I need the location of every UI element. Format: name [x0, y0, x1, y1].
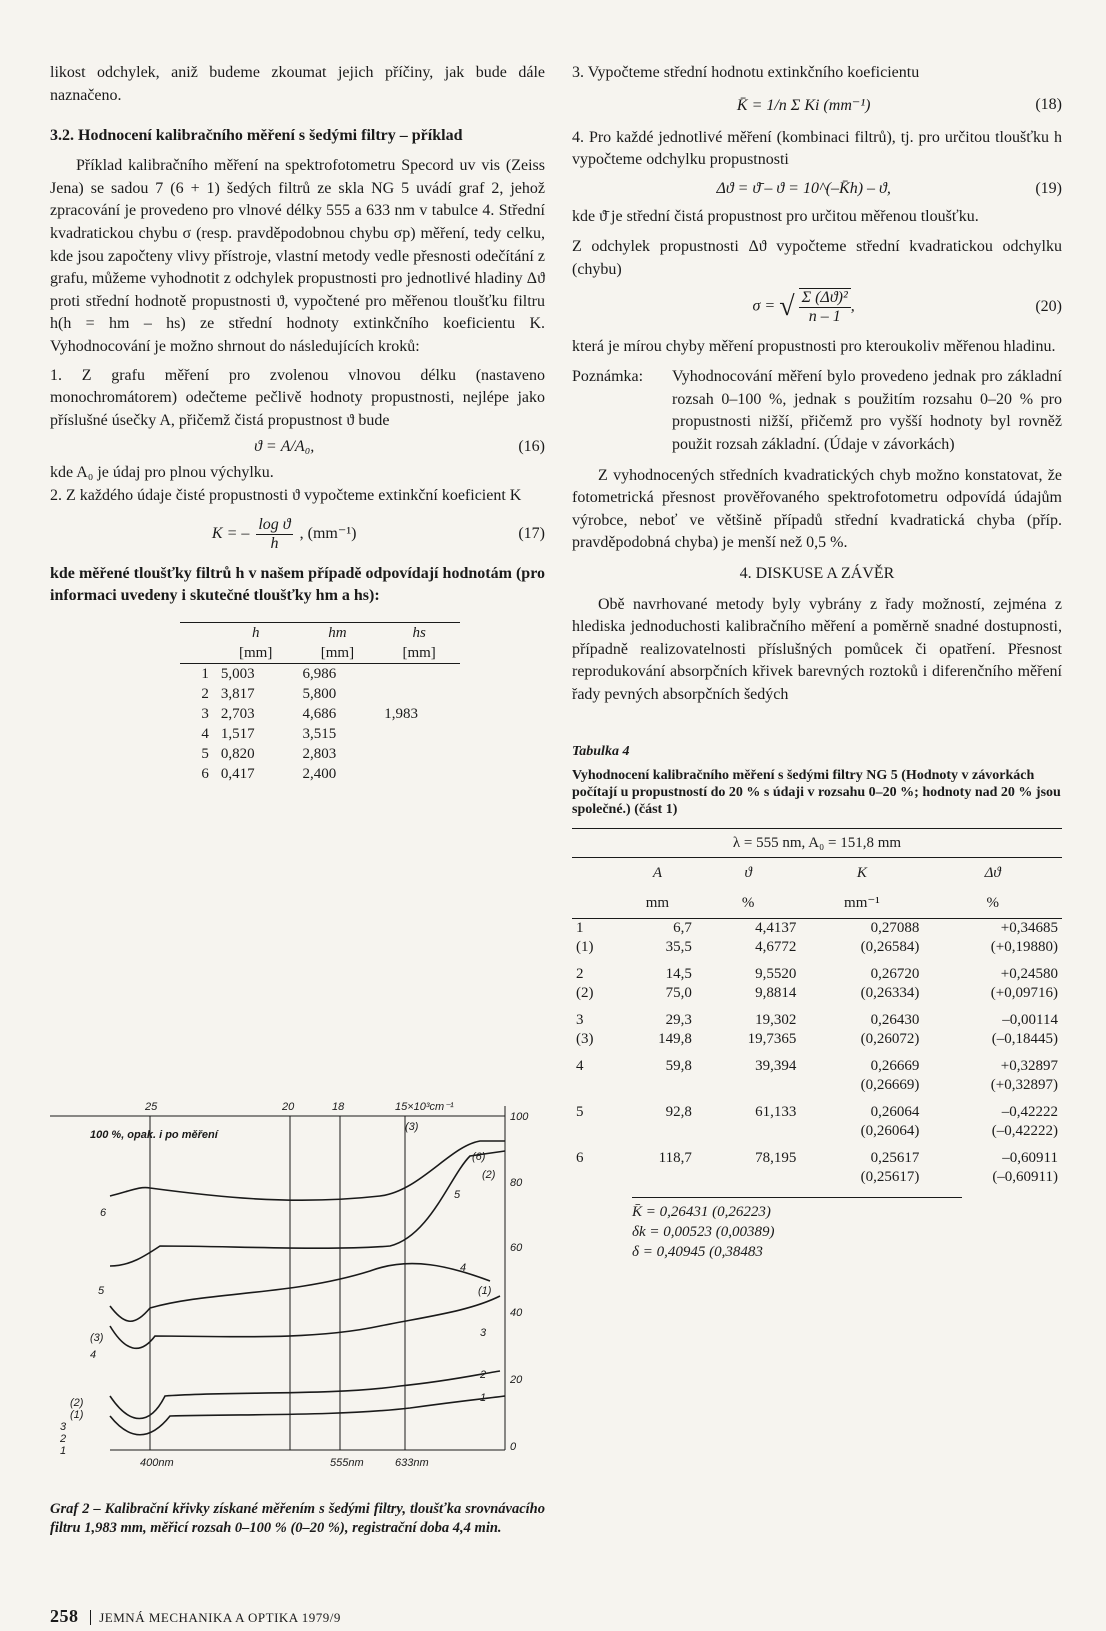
curve-label: 5: [454, 1189, 461, 1201]
fraction: [256, 516, 292, 553]
paragraph: která je mírou chyby měření propustnosti pro kteroukoliv měřenou hladinu.: [572, 337, 1056, 355]
equation-lhs: K = –: [211, 524, 250, 542]
table-cell: 4: [576, 1058, 584, 1075]
table-cell: –0,42222: [1001, 1104, 1058, 1121]
table-cell: 3: [201, 705, 209, 722]
journal-name: JEMNÁ MECHANIKA A OPTIKA 1979/9: [90, 1610, 341, 1625]
column-unit: [mm]: [402, 644, 436, 661]
right-tick-label: 60: [510, 1242, 523, 1254]
table-cell: 0,26720: [870, 966, 920, 983]
table-row: [572, 1122, 1062, 1141]
table-cell: 1: [201, 665, 209, 682]
curve-5: [110, 1151, 505, 1266]
table-cell: (0,26072): [860, 1031, 920, 1048]
table-cell: (+0,09716): [990, 985, 1058, 1002]
paragraph: Obě navrhované metody byly vybrány z řady možností, zejména z hlediska jednoduchosti kalibračního měření a poměrně snadné dostupnosti, případně realizovatelnosti příslušných pomůcek či opatření. Přesnost reprodukování absorpčních křivek barevných roztoků i diferenčního měření řady pevných absorpčních šedých: [572, 595, 1062, 703]
table-row: [572, 1003, 1062, 1030]
curve-label: (3): [405, 1121, 419, 1133]
table-cell: –0,60911: [1002, 1150, 1058, 1167]
table-cell: 3: [576, 1012, 584, 1029]
column-header: h: [251, 624, 260, 641]
equation-16: [50, 438, 545, 456]
column-header: hs: [412, 624, 426, 641]
table-cell: 6: [576, 1150, 584, 1167]
curve-label: (3): [90, 1332, 104, 1344]
bottom-tick-label: 555nm: [330, 1457, 364, 1469]
table-cell: 19,302: [755, 1012, 797, 1029]
sqrt-icon: √: [779, 290, 795, 322]
right-tick-label: 40: [510, 1307, 523, 1319]
table-cell: 4,686: [302, 705, 337, 722]
table-cell: 39,394: [755, 1058, 797, 1075]
table-cell: (0,26334): [860, 985, 920, 1002]
equation-lhs: σ =: [752, 297, 776, 315]
table-cell: 75,0: [665, 985, 692, 1002]
table-cell: 6,986: [302, 665, 337, 682]
column-header: [180, 622, 215, 643]
table-cell: 2,803: [302, 745, 337, 762]
table-cell: 0,820: [220, 745, 255, 762]
column-unit: [572, 888, 619, 919]
curve-label: 1: [60, 1445, 67, 1457]
table-cell: [619, 1168, 696, 1187]
table-cell: 2,703: [220, 705, 255, 722]
curve-label: 3: [480, 1327, 487, 1339]
table-row: [572, 1049, 1062, 1076]
page-number: 258: [50, 1606, 79, 1626]
table-cell: [572, 1076, 619, 1095]
equation-number: (20): [1035, 297, 1062, 315]
section-heading: 3.2. Hodnocení kalibračního měření s šedými filtry – příklad: [50, 127, 463, 145]
top-tick-label: 15×10³cm⁻¹: [395, 1101, 454, 1113]
right-tick-label: 0: [510, 1441, 517, 1453]
summary-line: K̄ = 0,26431 (0,26223): [632, 1204, 771, 1221]
column-header: ϑ: [744, 865, 752, 882]
table-cell: 6,7: [673, 920, 692, 937]
curve-label: 5: [98, 1285, 105, 1297]
equation-number: (19): [1035, 179, 1062, 197]
table-cell: [378, 684, 460, 704]
note-text: Vyhodnocování měření bylo provedeno jednak pro základní rozsah 0–100 %, jednak s použitím rozsahu 0–20 % pro propustnosti nižší, přičemž pro vyšší hodnoty byl rovněž použit rozsah základní. (Údaje v závorkách): [672, 368, 1062, 453]
table-cell: [696, 1076, 801, 1095]
paragraph: Příklad kalibračního měření na spektrofotometru Specord uv vis (Zeiss Jena) se sadou 7 (6 + 1) šedých filtrů ze skla NG 5 uvádí graf 2, jehož zpracování je provedeno pro vlnové délky 555 a 633 nm v tabulce 4. Střední kvadratickou chybu σ (resp. pravděpodobnou chybu σp) měření, tedy celku, kde jsou započteny vlivy přístroje, vlastní metody vedle přesnosti odečítání z grafu, můžeme vyhodnotit z odchylek propustnosti pro jednotlivé hladiny Δϑ proti střední hodnotě propustnosti ϑ, vypočtené pro měřenou tloušťku filtru h(h = hm – hs) ze střední hodnoty extinkčního koeficientu K. Vyhodnocování je možno shrnout do následujících kroků:: [50, 157, 545, 355]
curve-label: 1: [480, 1392, 487, 1404]
step-4: 4. Pro každé jednotlivé měření (kombinaci filtrů), tj. pro určitou tloušťku h vypočteme odchylku propustnosti: [572, 128, 1062, 169]
denominator: h: [270, 534, 279, 552]
column-header: A: [652, 865, 662, 882]
table-cell: 0,26669: [870, 1058, 920, 1075]
curve-label: (2): [70, 1397, 84, 1409]
table-cell: 9,5520: [755, 966, 797, 983]
table-cell: +0,32897: [1000, 1058, 1058, 1075]
table-cell: (0,26064): [860, 1123, 920, 1140]
column-unit: mm: [645, 895, 670, 912]
top-tick-label: 25: [145, 1101, 158, 1113]
equation-number: (16): [518, 438, 545, 456]
table-cell: 78,195: [755, 1150, 797, 1167]
equation-17: [50, 516, 545, 553]
curve-label: (1): [70, 1409, 84, 1421]
table-cell: 5: [201, 745, 209, 762]
curve-label: 4: [460, 1262, 467, 1274]
table-row: [180, 663, 460, 684]
table-cell: 5,003: [220, 665, 255, 682]
column-unit: [180, 643, 215, 664]
table-cell: 4,4137: [755, 920, 797, 937]
bottom-tick-label: 400nm: [140, 1457, 174, 1469]
table-cell: (+0,19880): [990, 939, 1058, 956]
right-tick-label: 80: [510, 1177, 523, 1189]
table-cell: [378, 663, 460, 684]
curve-label: 4: [90, 1349, 97, 1361]
curve-2: [110, 1371, 500, 1419]
column-unit: [mm]: [320, 644, 355, 661]
table-cell: 19,7365: [747, 1031, 797, 1048]
table-cell: 0,27088: [870, 920, 920, 937]
paragraph: kde ϑ̄ je střední čistá propustnost pro určitou měřenou tloušťku.: [572, 207, 979, 225]
table-head: λ = 555 nm, A₀ = 151,8 mm: [732, 835, 902, 852]
curve-label: (1): [478, 1285, 492, 1297]
table-row: [180, 764, 460, 784]
equation-number: (17): [518, 525, 545, 542]
equation-18: [572, 95, 1062, 115]
denominator: n – 1: [808, 307, 841, 325]
table-row: [572, 957, 1062, 984]
table-row: [572, 1076, 1062, 1095]
table-cell: 14,5: [665, 966, 692, 983]
section-heading: 4. DISKUSE A ZÁVĚR: [739, 564, 895, 582]
fraction: [799, 288, 851, 326]
summary-block: [632, 1197, 962, 1262]
table-cell: (–0,18445): [991, 1031, 1058, 1048]
step-3: 3. Vypočteme střední hodnotu extinkčního koeficientu: [572, 64, 920, 81]
table-row: [180, 684, 460, 704]
table-cell: 59,8: [665, 1058, 692, 1075]
table-cell: +0,34685: [1000, 920, 1058, 937]
column-header: hm: [328, 624, 347, 641]
table-cell: 149,8: [658, 1031, 692, 1048]
note-label: Poznámka:: [572, 368, 644, 386]
paragraph: kde měřené tloušťky filtrů h v našem případě odpovídají hodnotám (pro informaci uvedeny i skutečné tloušťky hm a hs):: [50, 564, 545, 605]
top-tick-label: 18: [332, 1101, 345, 1113]
right-column: [572, 62, 1062, 1262]
table-cell: [619, 1122, 696, 1141]
table-cell: (–0,60911): [992, 1169, 1058, 1186]
table-cell: 3,515: [302, 725, 337, 742]
curve-label: 2: [480, 1369, 487, 1381]
table-cell: –0,00114: [1002, 1012, 1058, 1029]
table-cell: (0,26669): [860, 1077, 920, 1094]
table-row: [180, 724, 460, 744]
table-row: [572, 1141, 1062, 1168]
top-tick-label: 20: [282, 1101, 295, 1113]
summary-line: δk = 0,00523 (0,00389): [632, 1224, 775, 1241]
table-cell: [696, 1168, 801, 1187]
table-cell: 3,817: [220, 685, 255, 702]
table-cell: (2): [576, 985, 594, 1002]
equation-body: Δϑ = ϑ̄ – ϑ = 10^(–K̄h) – ϑ,: [716, 179, 891, 197]
equation-body: ϑ = A/A₀,: [254, 438, 315, 456]
table-row: [572, 1168, 1062, 1187]
table-cell: 2,400: [302, 765, 337, 782]
table-cell: 0,417: [220, 765, 255, 782]
column-unit: mm⁻¹: [844, 895, 880, 912]
numerator: log ϑ: [258, 515, 291, 533]
table-cell: 118,7: [658, 1150, 692, 1167]
table-row: [180, 704, 460, 724]
paragraph: kde A₀ je údaj pro plnou výchylku.: [50, 464, 274, 482]
table-cell: [696, 1122, 801, 1141]
table-cell: 0,26430: [870, 1012, 920, 1029]
equation-unit: , (mm⁻¹): [299, 524, 357, 542]
table-cell: 1,517: [220, 725, 255, 742]
curve-4: [110, 1264, 490, 1322]
page-footer: [50, 1606, 341, 1627]
step-2: 2. Z každého údaje čisté propustnosti ϑ vypočteme extinkční koeficient K: [50, 486, 522, 504]
column-header: K: [856, 865, 867, 882]
table-cell: 0,25617: [870, 1150, 920, 1167]
summary-line: δ = 0,40945 (0,38483: [632, 1244, 763, 1261]
table-cell: 9,8814: [755, 985, 797, 1002]
table-cell: [378, 744, 460, 764]
table-cell: +0,24580: [1000, 966, 1058, 983]
table-row: [572, 938, 1062, 957]
table-cell: 92,8: [665, 1104, 692, 1121]
table-row: [180, 744, 460, 764]
figure-caption-wrap: [50, 1500, 545, 1538]
table-cell: 2: [201, 685, 209, 702]
table-cell: 2: [576, 966, 584, 983]
bottom-tick-label: 633nm: [395, 1457, 429, 1469]
equation-20: σ = √ $\frac{\text{Σ (Δϑ)²}}{n - 1}$ , (20): [752, 288, 1062, 325]
table-row: [572, 1095, 1062, 1122]
table-row: [572, 919, 1062, 939]
table-cell: (–0,42222): [991, 1123, 1058, 1140]
table-cell: 35,5: [665, 939, 692, 956]
thickness-table: [180, 622, 460, 784]
table-cell: 5: [576, 1104, 584, 1121]
table-cell: [378, 724, 460, 744]
results-table: [572, 828, 1062, 1187]
figure-caption: Graf 2 – Kalibrační křivky získané měřením s šedými filtry, tloušťka srovnávacího filtru 1,983 mm, měřicí rozsah 0–100 % (0–20 %), registrační doba 4,4 min.: [50, 1501, 545, 1536]
table-cell: 1: [576, 920, 584, 937]
table-cell: 29,3: [665, 1012, 692, 1029]
step-1: 1. Z grafu měření pro zvolenou vlnovou délku (nastaveno monochromátorem) odečteme pečlivě hodnoty propustnosti, nejlépe jako příslušné úsečky A, přičemž čistá propustnost ϑ bude: [50, 366, 545, 429]
table-title: Tabulka 4: [572, 744, 630, 760]
table-cell: 0,26064: [870, 1104, 920, 1121]
table-cell: 6: [201, 765, 209, 782]
equation-number: (18): [1035, 95, 1062, 113]
table-cell: (0,26584): [860, 939, 920, 956]
table-cell: 5,800: [302, 685, 337, 702]
table-cell: [572, 1122, 619, 1141]
left-column: [50, 62, 545, 784]
table-cell: (3): [576, 1031, 594, 1048]
table-cell: 4,6772: [755, 939, 797, 956]
table-cell: 61,133: [755, 1104, 797, 1121]
right-tick-label: 100: [510, 1111, 529, 1123]
table-row: [572, 1030, 1062, 1049]
table-cell: (+0,32897): [990, 1077, 1058, 1094]
note-block: [572, 366, 1062, 456]
table-cell: 4: [201, 725, 209, 742]
numerator: Σ (Δϑ)²: [799, 289, 851, 308]
curve-label: (2): [482, 1169, 496, 1181]
table-cell: 1,983: [384, 705, 419, 722]
table-cell: [619, 1076, 696, 1095]
column-unit: %: [986, 895, 999, 912]
table-cell: (1): [576, 939, 594, 956]
column-unit: %: [741, 895, 755, 912]
equation-body: K̄ = 1/n Σ Ki (mm⁻¹): [736, 96, 871, 114]
curve-label: (6): [472, 1151, 486, 1163]
curve-label: 6: [100, 1207, 107, 1219]
paragraph: Z vyhodnocených středních kvadratických chyb možno konstatovat, že fotometrická přesnost prověřovaného spektrofotometru odpovídá údajům výrobce, neboť ve většině případů střední kvadratická chyba (příp. pravděpodobná chyba) je menší než 0,5 %.: [572, 466, 1062, 552]
table-cell: [572, 1168, 619, 1187]
equation-19: [572, 180, 1062, 198]
right-tick-label: 20: [510, 1374, 523, 1386]
curve-label: 3: [60, 1421, 67, 1433]
table-cell: (0,25617): [860, 1169, 920, 1186]
curve-1: [110, 1396, 505, 1435]
paragraph: Z odchylek propustnosti Δϑ vypočteme střední kvadratickou odchylku (chybu): [572, 238, 1062, 278]
column-header: [572, 858, 619, 889]
table-row: [572, 984, 1062, 1003]
calibration-graph: [50, 1096, 545, 1472]
table-cell: [378, 764, 460, 784]
column-header: Δϑ: [984, 865, 1001, 882]
graph-note: 100 %, opak. i po měření: [90, 1129, 218, 1141]
curve-label: 2: [60, 1433, 67, 1445]
table-caption: Vyhodnocení kalibračního měření s šedými filtry NG 5 (Hodnoty v závorkách počítají u propustností do 20 % s údaji v rozsahu 0–20 %; hodnoty nad 20 % jsou společné.) (část 1): [572, 768, 1061, 818]
paragraph: likost odchylek, aniž budeme zkoumat jejich příčiny, jak bude dále naznačeno.: [50, 64, 545, 104]
column-unit: [mm]: [239, 644, 273, 661]
